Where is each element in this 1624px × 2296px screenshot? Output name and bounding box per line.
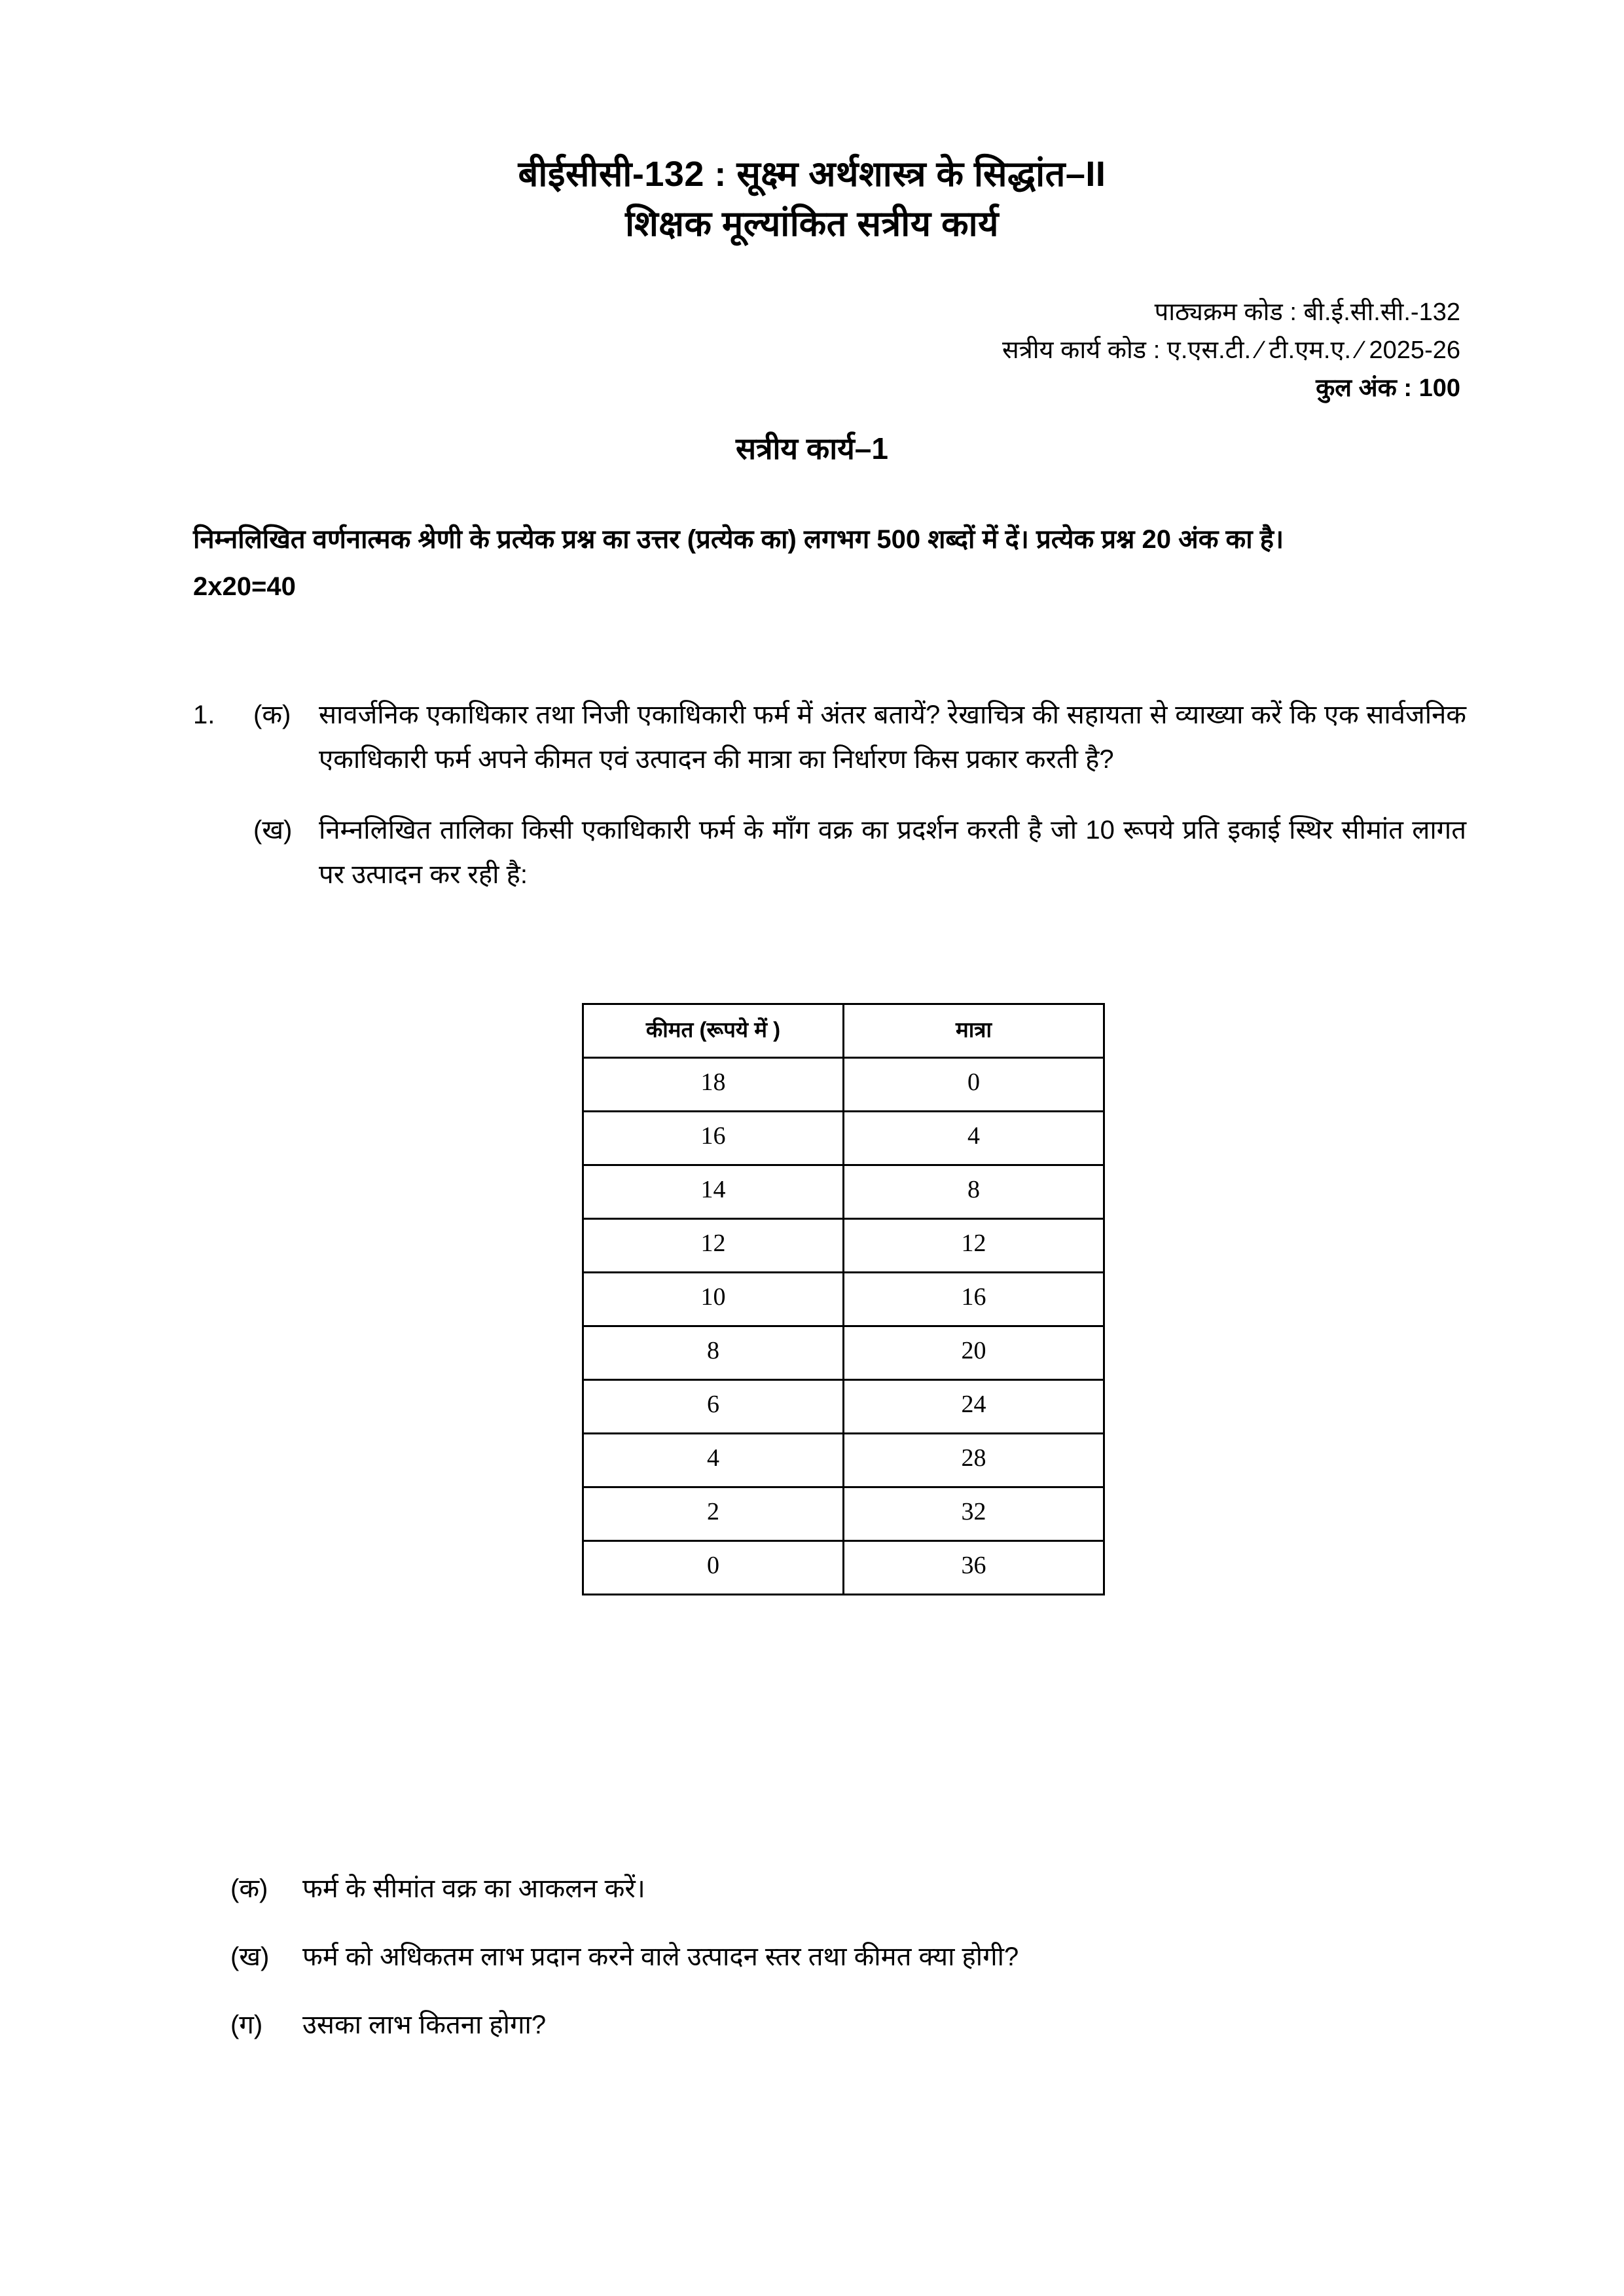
total-marks: कुल अंक : 100 [1316, 374, 1460, 402]
table-row [583, 1487, 1104, 1541]
sub-question-b-label: (ख) [230, 1942, 270, 1971]
sub-question-c-label: (ग) [230, 2011, 263, 2039]
cell-price: 16 [583, 1112, 844, 1165]
cell-quantity: 16 [844, 1273, 1104, 1326]
sub-question-a-label: (क) [230, 1874, 268, 1903]
cell-quantity: 36 [844, 1541, 1104, 1595]
cell-price: 12 [583, 1219, 844, 1273]
cell-quantity: 4 [844, 1112, 1104, 1165]
cell-quantity: 24 [844, 1380, 1104, 1434]
table-row [583, 1273, 1104, 1326]
table-row [583, 1541, 1104, 1595]
table-row [583, 1165, 1104, 1219]
sub-question-a [230, 1869, 1468, 1908]
cell-price: 18 [583, 1058, 844, 1112]
sub-question-c [230, 2005, 1468, 2045]
table-row [583, 1219, 1104, 1273]
question-1-part-a-text: सावर्जनिक एकाधिकार तथा निजी एकाधिकारी फर्म में अंतर बतायें? रेखाचित्र की सहायता से व्याख्या करें कि एक सार्वजनिक एकाधिकारी फर्म अपने कीमत एवं उत्पादन की मात्रा का निर्धारण किस प्रकार करती है? [319, 701, 1466, 774]
cell-price: 0 [583, 1541, 844, 1595]
question-1-part-b [193, 808, 1466, 897]
question-1 [193, 693, 1466, 897]
cell-price: 10 [583, 1273, 844, 1326]
question-1-part-b-text: निम्नलिखित तालिका किसी एकाधिकारी फर्म के माँग वक्र का प्रदर्शन करती है जो 10 रूपये प्रति इकाई स्थिर सीमांत लागत पर उत्पादन कर रही है: [319, 816, 1466, 889]
sub-question-b-text: फर्म को अधिकतम लाभ प्रदान करने वाले उत्पादन स्तर तथा कीमत क्या होगी? [302, 1942, 1019, 1971]
table-row [583, 1326, 1104, 1380]
assignment-code: सत्रीय कार्य कोड : ए.एस.टी. ⁄ टी.एम.ए. ⁄ 2025-26 [1002, 337, 1460, 364]
course-meta [1002, 293, 1460, 407]
question-1-number: 1. [193, 701, 215, 729]
instructions-marks: 2x20=40 [193, 572, 296, 601]
table-header-row [583, 1004, 1104, 1058]
table-row [583, 1380, 1104, 1434]
title-line-course: बीईसीसी-132 : सूक्ष्म अर्थशास्त्र के सिद्धांत–II [518, 155, 1106, 194]
table-header-quantity: मात्रा [844, 1004, 1104, 1058]
page-title [0, 149, 1624, 249]
sub-question-c-text: उसका लाभ कितना होगा? [302, 2011, 547, 2039]
sub-questions-block [230, 1869, 1468, 2073]
table-row [583, 1058, 1104, 1112]
instructions-text: निम्नलिखित वर्णनात्मक श्रेणी के प्रत्येक प्रश्न का उत्तर (प्रत्येक का) लगभग 500 शब्दों में दें। प्रत्येक प्रश्न 20 अंक का है। [193, 525, 1284, 554]
table-row [583, 1434, 1104, 1487]
question-1-part-a [193, 693, 1466, 782]
title-line-assignment-type: शिक्षक मूल्यांकित सत्रीय कार्य [625, 204, 999, 244]
cell-quantity: 8 [844, 1165, 1104, 1219]
cell-price: 8 [583, 1326, 844, 1380]
demand-table [582, 1003, 1105, 1595]
table-row [583, 1112, 1104, 1165]
sub-question-b [230, 1937, 1468, 1977]
question-1-part-b-label: (ख) [253, 816, 293, 845]
cell-quantity: 32 [844, 1487, 1104, 1541]
question-1-part-a-label: (क) [253, 701, 291, 729]
course-code: पाठ्यक्रम कोड : बी.ई.सी.सी.-132 [1154, 299, 1460, 326]
cell-price: 4 [583, 1434, 844, 1487]
cell-price: 6 [583, 1380, 844, 1434]
cell-price: 14 [583, 1165, 844, 1219]
cell-price: 2 [583, 1487, 844, 1541]
cell-quantity: 12 [844, 1219, 1104, 1273]
cell-quantity: 28 [844, 1434, 1104, 1487]
table-header-price: कीमत (रूपये में ) [583, 1004, 844, 1058]
instructions-block [193, 517, 1463, 609]
cell-quantity: 0 [844, 1058, 1104, 1112]
sub-question-a-text: फर्म के सीमांत वक्र का आकलन करें। [302, 1874, 645, 1903]
assignment-heading: सत्रीय कार्य–1 [736, 431, 888, 465]
demand-table-wrapper [582, 1003, 1105, 1595]
cell-quantity: 20 [844, 1326, 1104, 1380]
